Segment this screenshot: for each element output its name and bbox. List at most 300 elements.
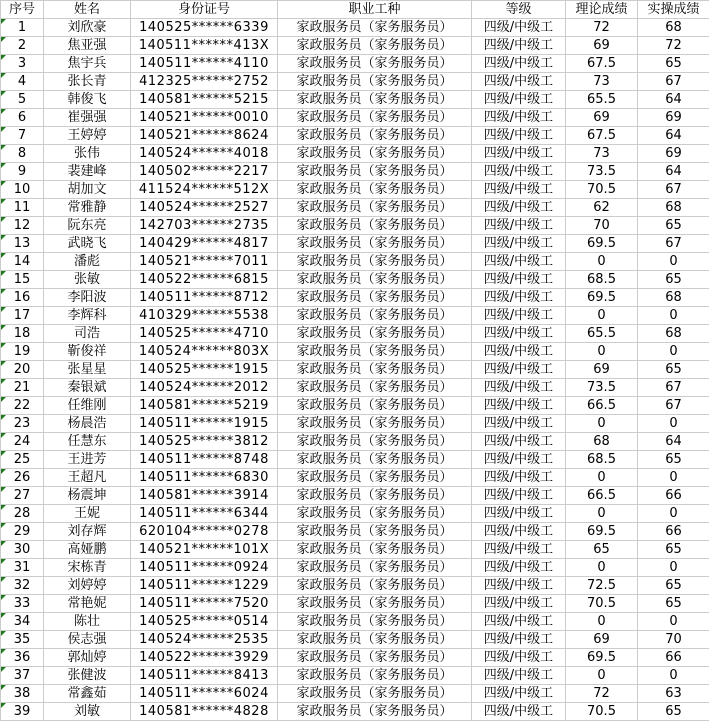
table-row	[1, 289, 709, 307]
cell-no[interactable]	[1, 289, 44, 307]
cell-theory[interactable]: 69	[566, 361, 638, 379]
cell-no[interactable]	[1, 163, 44, 181]
cell-practical[interactable]: 70	[638, 631, 709, 649]
cell-theory[interactable]: 0	[566, 613, 638, 631]
cell-job[interactable]: 家政服务员（家务服务员）	[278, 361, 472, 379]
cell-name[interactable]: 陈壮	[44, 613, 131, 631]
cell-job[interactable]: 家政服务员（家务服务员）	[278, 91, 472, 109]
row-number: 17	[13, 308, 31, 323]
cell-theory[interactable]: 72	[566, 19, 638, 37]
cell-grade[interactable]: 四级/中级工	[472, 505, 566, 523]
cell-grade[interactable]: 四级/中级工	[472, 397, 566, 415]
cell-no[interactable]	[1, 631, 44, 649]
row-number: 20	[13, 362, 31, 377]
cell-theory[interactable]: 68.5	[566, 451, 638, 469]
cell-job[interactable]: 家政服务员（家务服务员）	[278, 379, 472, 397]
cell-grade[interactable]: 四级/中级工	[472, 415, 566, 433]
cell-name[interactable]: 常鑫茹	[44, 685, 131, 703]
cell-name[interactable]: 王进芳	[44, 451, 131, 469]
cell-job[interactable]: 家政服务员（家务服务员）	[278, 433, 472, 451]
cell-id[interactable]: 140511******1229	[131, 577, 278, 595]
error-indicator-icon	[1, 235, 6, 240]
cell-no[interactable]	[1, 55, 44, 73]
cell-theory[interactable]: 69.5	[566, 235, 638, 253]
cell-no[interactable]	[1, 469, 44, 487]
cell-job[interactable]: 家政服务员（家务服务员）	[278, 37, 472, 55]
cell-practical[interactable]: 65	[638, 55, 709, 73]
cell-name[interactable]: 任维刚	[44, 397, 131, 415]
cell-name[interactable]: 崔强强	[44, 109, 131, 127]
cell-theory[interactable]: 65	[566, 541, 638, 559]
cell-grade[interactable]: 四级/中级工	[472, 577, 566, 595]
cell-grade[interactable]: 四级/中级工	[472, 595, 566, 613]
cell-name[interactable]: 张健波	[44, 667, 131, 685]
cell-id[interactable]: 140525******0514	[131, 613, 278, 631]
cell-job[interactable]: 家政服务员（家务服务员）	[278, 469, 472, 487]
cell-practical[interactable]: 65	[638, 271, 709, 289]
cell-id[interactable]: 140429******4817	[131, 235, 278, 253]
cell-grade[interactable]: 四级/中级工	[472, 37, 566, 55]
cell-no[interactable]	[1, 487, 44, 505]
cell-practical[interactable]: 67	[638, 379, 709, 397]
column-header-theory[interactable]: 理论成绩	[566, 1, 638, 19]
cell-no[interactable]	[1, 73, 44, 91]
cell-grade[interactable]: 四级/中级工	[472, 199, 566, 217]
cell-job[interactable]: 家政服务员（家务服务员）	[278, 289, 472, 307]
cell-job[interactable]: 家政服务员（家务服务员）	[278, 595, 472, 613]
cell-no[interactable]	[1, 667, 44, 685]
cell-id[interactable]: 140511******7520	[131, 595, 278, 613]
cell-practical[interactable]: 0	[638, 469, 709, 487]
cell-theory[interactable]: 0	[566, 559, 638, 577]
cell-grade[interactable]: 四级/中级工	[472, 379, 566, 397]
cell-id[interactable]: 620104******0278	[131, 523, 278, 541]
cell-theory[interactable]: 69	[566, 631, 638, 649]
cell-practical[interactable]: 67	[638, 73, 709, 91]
cell-no[interactable]	[1, 181, 44, 199]
cell-no[interactable]	[1, 613, 44, 631]
cell-job[interactable]: 家政服务员（家务服务员）	[278, 649, 472, 667]
cell-no[interactable]	[1, 109, 44, 127]
cell-grade[interactable]: 四级/中级工	[472, 541, 566, 559]
table-row	[1, 37, 709, 55]
cell-practical[interactable]: 64	[638, 433, 709, 451]
cell-practical[interactable]: 0	[638, 667, 709, 685]
cell-no[interactable]	[1, 361, 44, 379]
cell-no[interactable]	[1, 235, 44, 253]
cell-theory[interactable]: 69	[566, 109, 638, 127]
cell-job[interactable]: 家政服务员（家务服务员）	[278, 307, 472, 325]
cell-id[interactable]: 140581******4828	[131, 703, 278, 721]
cell-theory[interactable]: 0	[566, 343, 638, 361]
cell-id[interactable]: 140525******4710	[131, 325, 278, 343]
cell-grade[interactable]: 四级/中级工	[472, 289, 566, 307]
column-header-name[interactable]: 姓名	[44, 1, 131, 19]
cell-id[interactable]: 140511******6024	[131, 685, 278, 703]
cell-practical[interactable]: 69	[638, 145, 709, 163]
table-row	[1, 307, 709, 325]
cell-job[interactable]: 家政服务员（家务服务员）	[278, 199, 472, 217]
cell-no[interactable]	[1, 649, 44, 667]
cell-no[interactable]	[1, 253, 44, 271]
cell-id[interactable]: 140524******2012	[131, 379, 278, 397]
cell-grade[interactable]: 四级/中级工	[472, 523, 566, 541]
cell-name[interactable]: 高娅鹏	[44, 541, 131, 559]
cell-job[interactable]: 家政服务员（家务服务员）	[278, 253, 472, 271]
cell-grade[interactable]: 四级/中级工	[472, 667, 566, 685]
cell-practical[interactable]: 0	[638, 613, 709, 631]
cell-practical[interactable]: 67	[638, 181, 709, 199]
cell-no[interactable]	[1, 433, 44, 451]
cell-practical[interactable]: 65	[638, 577, 709, 595]
cell-name[interactable]: 秦银斌	[44, 379, 131, 397]
cell-grade[interactable]: 四级/中级工	[472, 73, 566, 91]
cell-grade[interactable]: 四级/中级工	[472, 433, 566, 451]
cell-id[interactable]: 140511******413X	[131, 37, 278, 55]
cell-theory[interactable]: 70.5	[566, 181, 638, 199]
cell-name[interactable]: 王超凡	[44, 469, 131, 487]
row-number: 30	[13, 542, 31, 557]
cell-grade[interactable]: 四级/中级工	[472, 631, 566, 649]
cell-id[interactable]: 140524******2535	[131, 631, 278, 649]
cell-practical[interactable]: 0	[638, 559, 709, 577]
row-number: 27	[13, 488, 31, 503]
cell-id[interactable]: 140511******8748	[131, 451, 278, 469]
cell-practical[interactable]: 0	[638, 343, 709, 361]
cell-practical[interactable]: 68	[638, 19, 709, 37]
cell-id[interactable]: 140511******1915	[131, 415, 278, 433]
cell-job[interactable]: 家政服务员（家务服务员）	[278, 271, 472, 289]
cell-no[interactable]	[1, 37, 44, 55]
error-indicator-icon	[1, 631, 6, 636]
row-number: 21	[13, 380, 31, 395]
cell-practical[interactable]: 69	[638, 109, 709, 127]
cell-practical[interactable]: 65	[638, 595, 709, 613]
cell-name[interactable]: 张长青	[44, 73, 131, 91]
cell-grade[interactable]: 四级/中级工	[472, 325, 566, 343]
column-header-id[interactable]: 身份证号	[131, 1, 278, 19]
cell-grade[interactable]: 四级/中级工	[472, 253, 566, 271]
cell-id[interactable]: 412325******2752	[131, 73, 278, 91]
cell-practical[interactable]: 66	[638, 523, 709, 541]
cell-job[interactable]: 家政服务员（家务服务员）	[278, 703, 472, 721]
error-indicator-icon	[1, 613, 6, 618]
cell-job[interactable]: 家政服务员（家务服务员）	[278, 397, 472, 415]
cell-practical[interactable]: 65	[638, 541, 709, 559]
cell-practical[interactable]: 68	[638, 289, 709, 307]
cell-name[interactable]: 王婷婷	[44, 127, 131, 145]
cell-name[interactable]: 胡加文	[44, 181, 131, 199]
cell-job[interactable]: 家政服务员（家务服务员）	[278, 487, 472, 505]
cell-no[interactable]	[1, 397, 44, 415]
cell-job[interactable]: 家政服务员（家务服务员）	[278, 613, 472, 631]
cell-practical[interactable]: 67	[638, 397, 709, 415]
cell-job[interactable]: 家政服务员（家务服务员）	[278, 631, 472, 649]
cell-name[interactable]: 刘存辉	[44, 523, 131, 541]
cell-no[interactable]	[1, 523, 44, 541]
cell-practical[interactable]: 63	[638, 685, 709, 703]
column-header-no[interactable]: 序号	[1, 1, 44, 19]
cell-practical[interactable]: 0	[638, 415, 709, 433]
cell-theory[interactable]: 0	[566, 253, 638, 271]
cell-job[interactable]: 家政服务员（家务服务员）	[278, 163, 472, 181]
cell-job[interactable]: 家政服务员（家务服务员）	[278, 415, 472, 433]
cell-theory[interactable]: 72	[566, 685, 638, 703]
cell-job[interactable]: 家政服务员（家务服务员）	[278, 19, 472, 37]
cell-no[interactable]	[1, 199, 44, 217]
cell-grade[interactable]: 四级/中级工	[472, 19, 566, 37]
cell-id[interactable]: 410329******5538	[131, 307, 278, 325]
cell-name[interactable]: 焦亚强	[44, 37, 131, 55]
cell-theory[interactable]: 70.5	[566, 595, 638, 613]
cell-name[interactable]: 武晓飞	[44, 235, 131, 253]
cell-id[interactable]: 411524******512X	[131, 181, 278, 199]
cell-grade[interactable]: 四级/中级工	[472, 163, 566, 181]
cell-theory[interactable]: 66.5	[566, 487, 638, 505]
cell-no[interactable]	[1, 91, 44, 109]
cell-id[interactable]: 142703******2735	[131, 217, 278, 235]
cell-id[interactable]: 140521******0010	[131, 109, 278, 127]
cell-theory[interactable]: 70	[566, 217, 638, 235]
cell-theory[interactable]: 73	[566, 145, 638, 163]
cell-name[interactable]: 杨震坤	[44, 487, 131, 505]
cell-theory[interactable]: 69	[566, 37, 638, 55]
cell-practical[interactable]: 0	[638, 307, 709, 325]
cell-no[interactable]	[1, 577, 44, 595]
cell-name[interactable]: 靳俊祥	[44, 343, 131, 361]
cell-no[interactable]	[1, 685, 44, 703]
cell-practical[interactable]: 66	[638, 649, 709, 667]
cell-id[interactable]: 140525******6339	[131, 19, 278, 37]
column-header-job[interactable]: 职业工种	[278, 1, 472, 19]
row-number: 3	[17, 56, 27, 71]
cell-practical[interactable]: 64	[638, 127, 709, 145]
cell-name[interactable]: 刘婷婷	[44, 577, 131, 595]
cell-practical[interactable]: 66	[638, 487, 709, 505]
cell-grade[interactable]: 四级/中级工	[472, 217, 566, 235]
cell-name[interactable]: 刘欣豪	[44, 19, 131, 37]
cell-theory[interactable]: 73	[566, 73, 638, 91]
cell-no[interactable]	[1, 415, 44, 433]
cell-grade[interactable]: 四级/中级工	[472, 685, 566, 703]
cell-no[interactable]	[1, 325, 44, 343]
cell-grade[interactable]: 四级/中级工	[472, 109, 566, 127]
cell-practical[interactable]: 0	[638, 505, 709, 523]
cell-id[interactable]: 140511******6344	[131, 505, 278, 523]
cell-practical[interactable]: 68	[638, 325, 709, 343]
cell-theory[interactable]: 69.5	[566, 649, 638, 667]
cell-name[interactable]: 焦宇兵	[44, 55, 131, 73]
cell-theory[interactable]: 73.5	[566, 379, 638, 397]
cell-id[interactable]: 140511******8712	[131, 289, 278, 307]
cell-grade[interactable]: 四级/中级工	[472, 55, 566, 73]
cell-theory[interactable]: 0	[566, 505, 638, 523]
cell-job[interactable]: 家政服务员（家务服务员）	[278, 235, 472, 253]
cell-theory[interactable]: 0	[566, 469, 638, 487]
cell-practical[interactable]: 64	[638, 91, 709, 109]
cell-no[interactable]	[1, 451, 44, 469]
cell-name[interactable]: 张伟	[44, 145, 131, 163]
cell-theory[interactable]: 67.5	[566, 55, 638, 73]
cell-name[interactable]: 侯志强	[44, 631, 131, 649]
cell-grade[interactable]: 四级/中级工	[472, 235, 566, 253]
cell-job[interactable]: 家政服务员（家务服务员）	[278, 577, 472, 595]
cell-grade[interactable]: 四级/中级工	[472, 469, 566, 487]
cell-no[interactable]	[1, 541, 44, 559]
cell-job[interactable]: 家政服务员（家务服务员）	[278, 685, 472, 703]
cell-practical[interactable]: 65	[638, 217, 709, 235]
cell-grade[interactable]: 四级/中级工	[472, 361, 566, 379]
row-number: 1	[17, 20, 27, 35]
cell-id[interactable]: 140502******2217	[131, 163, 278, 181]
cell-job[interactable]: 家政服务员（家务服务员）	[278, 523, 472, 541]
cell-no[interactable]	[1, 379, 44, 397]
cell-theory[interactable]: 70.5	[566, 703, 638, 721]
cell-id[interactable]: 140522******6815	[131, 271, 278, 289]
cell-job[interactable]: 家政服务员（家务服务员）	[278, 451, 472, 469]
cell-id[interactable]: 140581******5215	[131, 91, 278, 109]
cell-id[interactable]: 140511******0924	[131, 559, 278, 577]
cell-name[interactable]: 张敏	[44, 271, 131, 289]
cell-no[interactable]	[1, 307, 44, 325]
cell-name[interactable]: 潘彪	[44, 253, 131, 271]
cell-theory[interactable]: 67.5	[566, 127, 638, 145]
cell-job[interactable]: 家政服务员（家务服务员）	[278, 559, 472, 577]
error-indicator-icon	[1, 325, 6, 330]
cell-practical[interactable]: 64	[638, 163, 709, 181]
error-indicator-icon	[1, 469, 6, 474]
cell-name[interactable]: 王妮	[44, 505, 131, 523]
cell-id[interactable]: 140521******7011	[131, 253, 278, 271]
cell-theory[interactable]: 62	[566, 199, 638, 217]
cell-id[interactable]: 140522******3929	[131, 649, 278, 667]
cell-grade[interactable]: 四级/中级工	[472, 487, 566, 505]
cell-practical[interactable]: 65	[638, 703, 709, 721]
cell-theory[interactable]: 0	[566, 415, 638, 433]
table-row	[1, 487, 709, 505]
cell-name[interactable]: 郭灿婷	[44, 649, 131, 667]
cell-theory[interactable]: 69.5	[566, 523, 638, 541]
cell-grade[interactable]: 四级/中级工	[472, 181, 566, 199]
cell-name[interactable]: 李辉科	[44, 307, 131, 325]
cell-job[interactable]: 家政服务员（家务服务员）	[278, 217, 472, 235]
cell-practical[interactable]: 67	[638, 235, 709, 253]
cell-no[interactable]	[1, 127, 44, 145]
cell-id[interactable]: 140521******8624	[131, 127, 278, 145]
cell-practical[interactable]: 65	[638, 361, 709, 379]
cell-name[interactable]: 阮东亮	[44, 217, 131, 235]
cell-grade[interactable]: 四级/中级工	[472, 343, 566, 361]
cell-job[interactable]: 家政服务员（家务服务员）	[278, 73, 472, 91]
cell-name[interactable]: 任慧东	[44, 433, 131, 451]
cell-job[interactable]: 家政服务员（家务服务员）	[278, 667, 472, 685]
cell-id[interactable]: 140525******3812	[131, 433, 278, 451]
cell-theory[interactable]: 73.5	[566, 163, 638, 181]
cell-theory[interactable]: 65.5	[566, 91, 638, 109]
cell-no[interactable]	[1, 595, 44, 613]
cell-theory[interactable]: 68.5	[566, 271, 638, 289]
cell-theory[interactable]: 72.5	[566, 577, 638, 595]
cell-job[interactable]: 家政服务员（家务服务员）	[278, 181, 472, 199]
cell-grade[interactable]: 四级/中级工	[472, 559, 566, 577]
row-number: 8	[17, 146, 27, 161]
cell-name[interactable]: 刘敏	[44, 703, 131, 721]
cell-job[interactable]: 家政服务员（家务服务员）	[278, 145, 472, 163]
cell-practical[interactable]: 0	[638, 253, 709, 271]
cell-job[interactable]: 家政服务员（家务服务员）	[278, 55, 472, 73]
cell-no[interactable]	[1, 19, 44, 37]
cell-theory[interactable]: 65.5	[566, 325, 638, 343]
cell-theory[interactable]: 69.5	[566, 289, 638, 307]
cell-no[interactable]	[1, 703, 44, 721]
cell-name[interactable]: 李阳波	[44, 289, 131, 307]
cell-grade[interactable]: 四级/中级工	[472, 613, 566, 631]
table-row	[1, 127, 709, 145]
cell-name[interactable]: 常雅静	[44, 199, 131, 217]
cell-grade[interactable]: 四级/中级工	[472, 649, 566, 667]
cell-job[interactable]: 家政服务员（家务服务员）	[278, 343, 472, 361]
column-header-practical[interactable]: 实操成绩	[638, 1, 709, 19]
cell-id[interactable]: 140524******803X	[131, 343, 278, 361]
cell-no[interactable]	[1, 343, 44, 361]
cell-grade[interactable]: 四级/中级工	[472, 145, 566, 163]
cell-no[interactable]	[1, 505, 44, 523]
cell-job[interactable]: 家政服务员（家务服务员）	[278, 127, 472, 145]
cell-id[interactable]: 140521******101X	[131, 541, 278, 559]
cell-name[interactable]: 张星星	[44, 361, 131, 379]
cell-job[interactable]: 家政服务员（家务服务员）	[278, 505, 472, 523]
cell-practical[interactable]: 72	[638, 37, 709, 55]
cell-theory[interactable]: 0	[566, 667, 638, 685]
cell-grade[interactable]: 四级/中级工	[472, 271, 566, 289]
cell-grade[interactable]: 四级/中级工	[472, 307, 566, 325]
cell-name[interactable]: 裴建峰	[44, 163, 131, 181]
cell-grade[interactable]: 四级/中级工	[472, 451, 566, 469]
cell-grade[interactable]: 四级/中级工	[472, 703, 566, 721]
cell-id[interactable]: 140524******2527	[131, 199, 278, 217]
cell-id[interactable]: 140525******1915	[131, 361, 278, 379]
column-header-grade[interactable]: 等级	[472, 1, 566, 19]
cell-name[interactable]: 司浩	[44, 325, 131, 343]
cell-id[interactable]: 140511******6830	[131, 469, 278, 487]
cell-id[interactable]: 140524******4018	[131, 145, 278, 163]
cell-practical[interactable]: 65	[638, 451, 709, 469]
cell-theory[interactable]: 66.5	[566, 397, 638, 415]
cell-theory[interactable]: 68	[566, 433, 638, 451]
cell-name[interactable]: 宋栋青	[44, 559, 131, 577]
cell-no[interactable]	[1, 217, 44, 235]
cell-no[interactable]	[1, 145, 44, 163]
cell-no[interactable]	[1, 271, 44, 289]
cell-id[interactable]: 140581******5219	[131, 397, 278, 415]
cell-practical[interactable]: 68	[638, 199, 709, 217]
table-row	[1, 415, 709, 433]
cell-id[interactable]: 140581******3914	[131, 487, 278, 505]
cell-job[interactable]: 家政服务员（家务服务员）	[278, 541, 472, 559]
cell-name[interactable]: 韩俊飞	[44, 91, 131, 109]
cell-theory[interactable]: 0	[566, 307, 638, 325]
cell-id[interactable]: 140511******4110	[131, 55, 278, 73]
cell-grade[interactable]: 四级/中级工	[472, 127, 566, 145]
cell-name[interactable]: 杨晨浩	[44, 415, 131, 433]
cell-job[interactable]: 家政服务员（家务服务员）	[278, 109, 472, 127]
cell-name[interactable]: 常艳妮	[44, 595, 131, 613]
row-number: 32	[13, 578, 31, 593]
cell-job[interactable]: 家政服务员（家务服务员）	[278, 325, 472, 343]
cell-no[interactable]	[1, 559, 44, 577]
cell-id[interactable]: 140511******8413	[131, 667, 278, 685]
cell-grade[interactable]: 四级/中级工	[472, 91, 566, 109]
